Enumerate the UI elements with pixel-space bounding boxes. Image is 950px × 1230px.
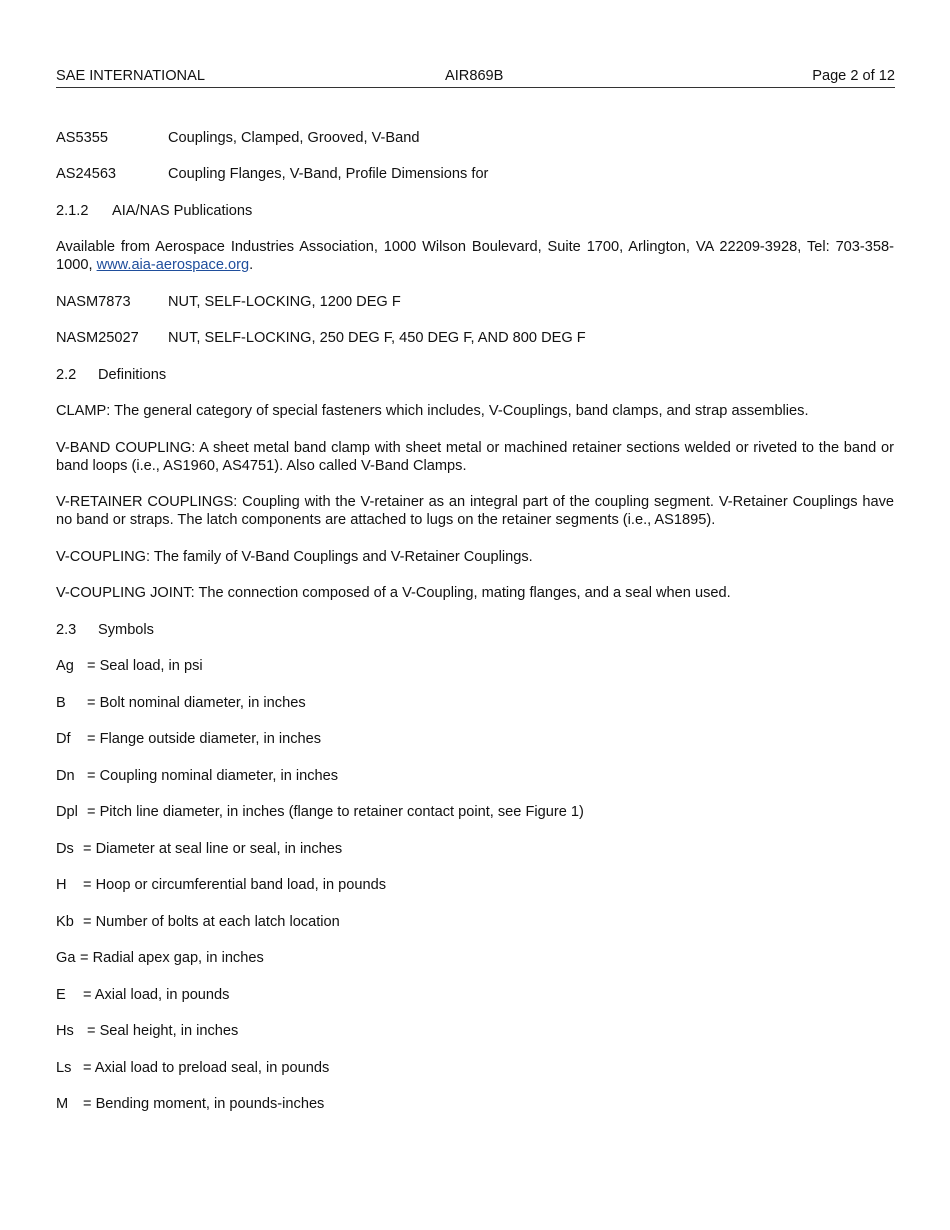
symbol-description: = Flange outside diameter, in inches	[87, 731, 322, 747]
symbol-description: = Seal height, in inches	[87, 1023, 239, 1039]
reference-code: NASM7873	[56, 294, 131, 310]
symbol: Hs	[56, 1023, 74, 1039]
symbol-entry	[56, 657, 203, 675]
symbol: Dn	[56, 768, 75, 784]
availability-text: Available from Aerospace Industries Association, 1000 Wilson Boulevard, Suite 1700, Arlington, VA 22209-3928, Tel: 703-358-1000,	[56, 239, 894, 273]
symbol-entry	[56, 840, 342, 858]
section-number: 2.2	[56, 367, 77, 383]
symbol-description: = Bolt nominal diameter, in inches	[87, 695, 306, 711]
symbol-description: = Axial load to preload seal, in pounds	[83, 1060, 330, 1076]
definition-v-band-coupling: V-BAND COUPLING: A sheet metal band clamp with sheet metal or machined retainer sections welded or riveted to the band or band loops (i.e., AS1960, AS4751). Also called V-Band Clamps.	[56, 440, 894, 474]
symbol-entry	[56, 803, 584, 821]
symbol: Df	[56, 731, 71, 747]
symbol-entry	[56, 694, 306, 712]
symbol-entry	[56, 949, 264, 967]
symbol: Ls	[56, 1060, 72, 1076]
symbol-entry	[56, 876, 386, 894]
reference-title: NUT, SELF-LOCKING, 250 DEG F, 450 DEG F, AND 800 DEG F	[168, 330, 586, 346]
section-number: 2.3	[56, 622, 77, 638]
section-title: Definitions	[98, 367, 167, 383]
availability-paragraph	[56, 238, 894, 274]
symbol: Dpl	[56, 804, 78, 820]
reference-code: NASM25027	[56, 330, 139, 346]
header-org: SAE INTERNATIONAL	[56, 68, 205, 84]
symbol-description: = Diameter at seal line or seal, in inches	[83, 841, 343, 857]
definition-clamp: CLAMP: The general category of special fasteners which includes, V-Couplings, band clamps, and strap assemblies.	[56, 403, 809, 419]
symbol-description: = Coupling nominal diameter, in inches	[87, 768, 339, 784]
definition-v-retainer-couplings: V-RETAINER COUPLINGS: Coupling with the V-retainer as an integral part of the coupling segment. V-Retainer Couplings have no band or straps. The latch components are attached to lugs on the retainer segments (i.e., AS1895).	[56, 494, 894, 528]
symbol: E	[56, 987, 66, 1003]
symbol-description: = Number of bolts at each latch location	[83, 914, 340, 930]
symbol: Ag	[56, 658, 74, 674]
symbol-entry	[56, 1095, 324, 1113]
symbol-entry	[56, 1059, 329, 1077]
symbol-description: = Seal load, in psi	[87, 658, 203, 674]
symbol-description: = Axial load, in pounds	[83, 987, 230, 1003]
symbol: Ds	[56, 841, 74, 857]
symbol: B	[56, 695, 66, 711]
symbol-entry	[56, 730, 321, 748]
reference-entry	[56, 165, 488, 183]
symbol-description: = Hoop or circumferential band load, in pounds	[83, 877, 387, 893]
symbol: M	[56, 1096, 69, 1112]
reference-title: NUT, SELF-LOCKING, 1200 DEG F	[168, 294, 401, 310]
reference-code: AS24563	[56, 166, 117, 182]
header-page-number: Page 2 of 12	[812, 68, 895, 84]
reference-title: Couplings, Clamped, Grooved, V-Band	[168, 130, 420, 146]
symbol-entry	[56, 1022, 238, 1040]
symbol-entry	[56, 767, 338, 785]
definition-v-coupling: V-COUPLING: The family of V-Band Couplings and V-Retainer Couplings.	[56, 549, 533, 565]
symbol-entry	[56, 986, 229, 1004]
aia-website-link[interactable]: www.aia-aerospace.org	[96, 257, 250, 273]
symbol-description: = Bending moment, in pounds-inches	[83, 1096, 325, 1112]
section-title: Symbols	[98, 622, 154, 638]
header-doc-number: AIR869B	[445, 68, 504, 84]
section-heading-2-2	[56, 366, 166, 384]
page-header	[56, 66, 895, 88]
section-heading-2-3	[56, 621, 154, 639]
reference-entry	[56, 293, 401, 311]
section-heading-2-1-2	[56, 202, 252, 220]
symbol: Kb	[56, 914, 74, 930]
symbol: H	[56, 877, 67, 893]
reference-entry	[56, 329, 586, 347]
availability-end: .	[249, 257, 254, 273]
reference-title: Coupling Flanges, V-Band, Profile Dimensions for	[168, 166, 489, 182]
symbol: Ga	[56, 950, 76, 966]
symbol-entry	[56, 913, 340, 931]
section-number: 2.1.2	[56, 203, 89, 219]
section-title: AIA/NAS Publications	[112, 203, 253, 219]
symbol-description: = Pitch line diameter, in inches (flange to retainer contact point, see Figure 1)	[87, 804, 584, 820]
symbol-description: = Radial apex gap, in inches	[80, 950, 264, 966]
reference-code: AS5355	[56, 130, 108, 146]
reference-entry	[56, 129, 419, 147]
definition-v-coupling-joint: V-COUPLING JOINT: The connection composed of a V-Coupling, mating flanges, and a seal when used.	[56, 585, 731, 601]
